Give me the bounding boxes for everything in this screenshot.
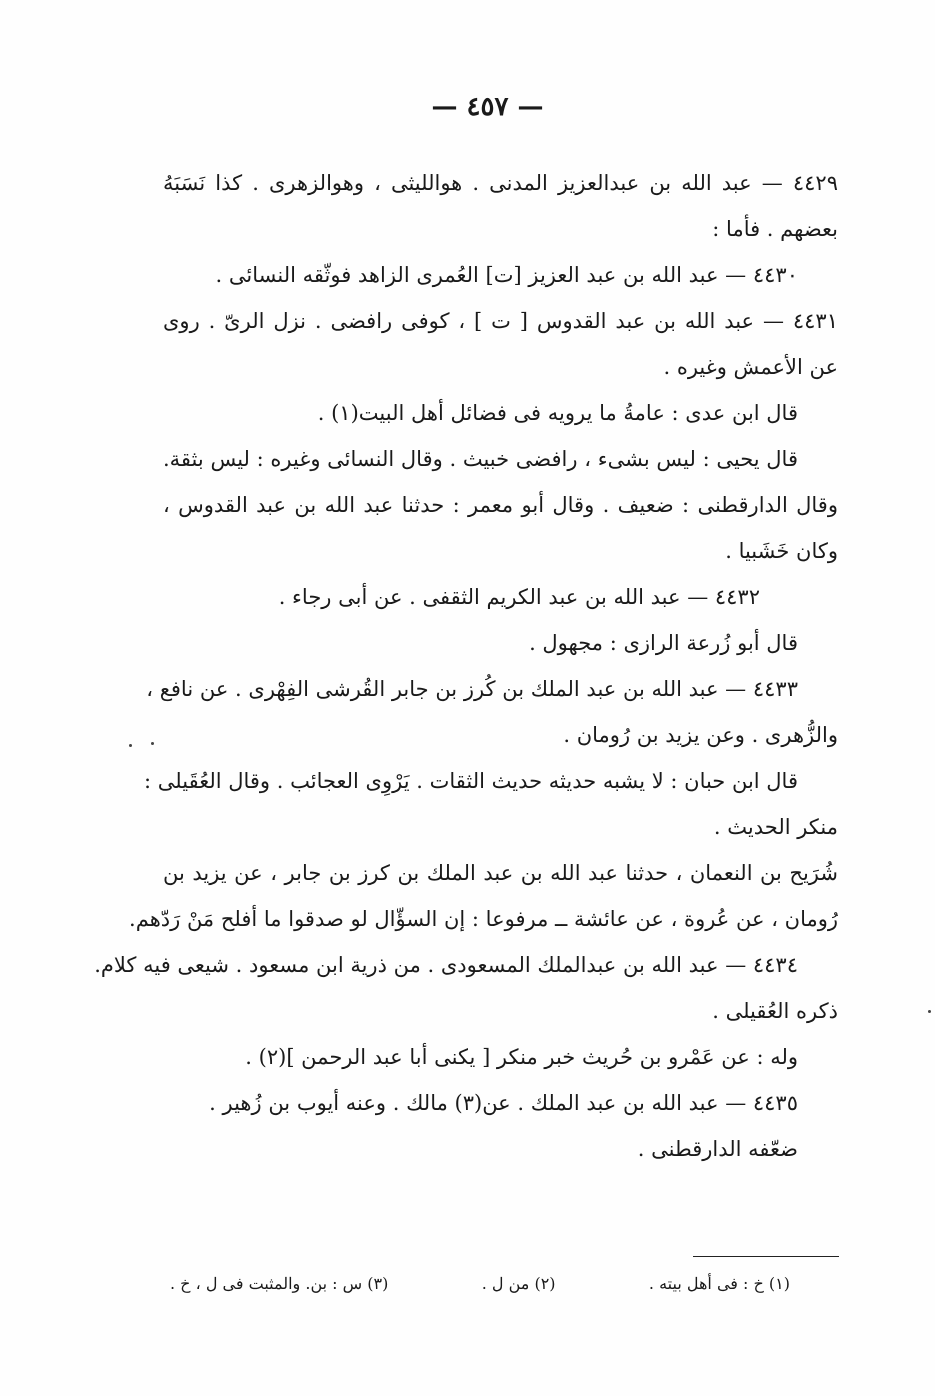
text-line-continuation: والزُّهرى . وعن يزيد بن رُومان . (563, 723, 838, 747)
footnote-3: (٣) س : بن. والمثبت فى ل ، خ . (170, 1274, 389, 1293)
footnotes (170, 1266, 790, 1302)
scan-speck (151, 742, 154, 745)
scan-speck (129, 744, 132, 747)
text-line-entry-4434: ٤٤٣٤ — عبد الله بن عبدالملك المسعودى . من ذرية ابن مسعود . شيعى فيه كلام. (94, 953, 798, 977)
text-line-entry-4432: ٤٤٣٢ — عبد الله بن عبد الكريم الثقفى . عن أبى رجاء . (278, 585, 760, 609)
text-line-quote-daraqutni: وقال الدارقطنى : ضعيف . وقال أبو معمر : حدثنا عبد الله بن عبد القدوس ، (163, 493, 838, 517)
footnote-divider (693, 1256, 839, 1257)
text-line-entry-4431: ٤٤٣١ — عبد الله بن عبد القدوس [ ت ] ، كوفى رافضى . نزل الرىّ . روى (163, 309, 838, 333)
text-line-entry-4433: ٤٤٣٣ — عبد الله بن عبد الملك بن كُرز بن جابر القُرشى الفِهْرى . عن نافع ، (146, 677, 798, 701)
text-line-entry-4435: ٤٤٣٥ — عبد الله بن عبد الملك . عن(٣) مالك . وعنه أيوب بن زُهير . (209, 1091, 798, 1115)
text-line-quote-ibn-adi: قال ابن عدى : عامةُ ما يرويه فى فضائل أهل البيت(١) . (317, 401, 798, 425)
text-line-quote-ibn-hibban: قال ابن حبان : لا يشبه حديثه حديث الثقات . يَرْوِى العجائب . وقال العُقَيلى : (144, 769, 798, 793)
main-text (94, 160, 838, 1172)
footnote-2: (٢) من ل . (481, 1274, 556, 1293)
text-line-continuation: منكر الحديث . (713, 815, 838, 839)
text-line-entry-4429: ٤٤٢٩ — عبد الله بن عبدالعزيز المدنى . هوالليثى ، وهوالزهرى . كذا نَسَبَهُ (163, 171, 838, 195)
text-line-continuation: ذكره العُقيلى . (712, 999, 838, 1023)
text-line-quote-yahya: قال يحيى : ليس بشىء ، رافضى خبيث . وقال النسائى وغيره : ليس بثقة. (163, 447, 798, 471)
scan-speck (928, 1010, 931, 1013)
text-line-entry-4430: ٤٤٣٠ — عبد الله بن عبد العزيز [ت] العُمرى الزاهد فوثّقه النسائى . (215, 263, 798, 287)
text-line-continuation: بعضهم . فأما : (712, 217, 838, 241)
text-line-continuation: عن الأعمش وغيره . (663, 355, 838, 379)
footnote-1: (١) خ : فى أهل بيته . (648, 1274, 790, 1293)
text-line-continuation: ضعّفه الدارقطنى . (637, 1137, 798, 1161)
text-line-continuation: وكان خَشَبيا . (725, 539, 838, 563)
page-number: — ٤٥٧ — (431, 92, 544, 122)
text-line-isnad: شُرَيح بن النعمان ، حدثنا عبد الله بن عبد الملك بن كرز بن جابر ، عن يزيد بن (163, 861, 838, 885)
text-line-hadith: رُومان ، عن عُروة ، عن عائشة ــ مرفوعا : إن السؤّال لو صدقوا ما أفلح مَنْ رَدّهم. (129, 907, 838, 931)
text-line-quote-abu-zura: قال أبو زُرعة الرازى : مجهول . (529, 631, 798, 655)
text-line-munkar-report: وله : عن عَمْرو بن حُريث خبر منكر [ يكنى أبا عبد الرحمن ](٢) . (245, 1045, 798, 1069)
